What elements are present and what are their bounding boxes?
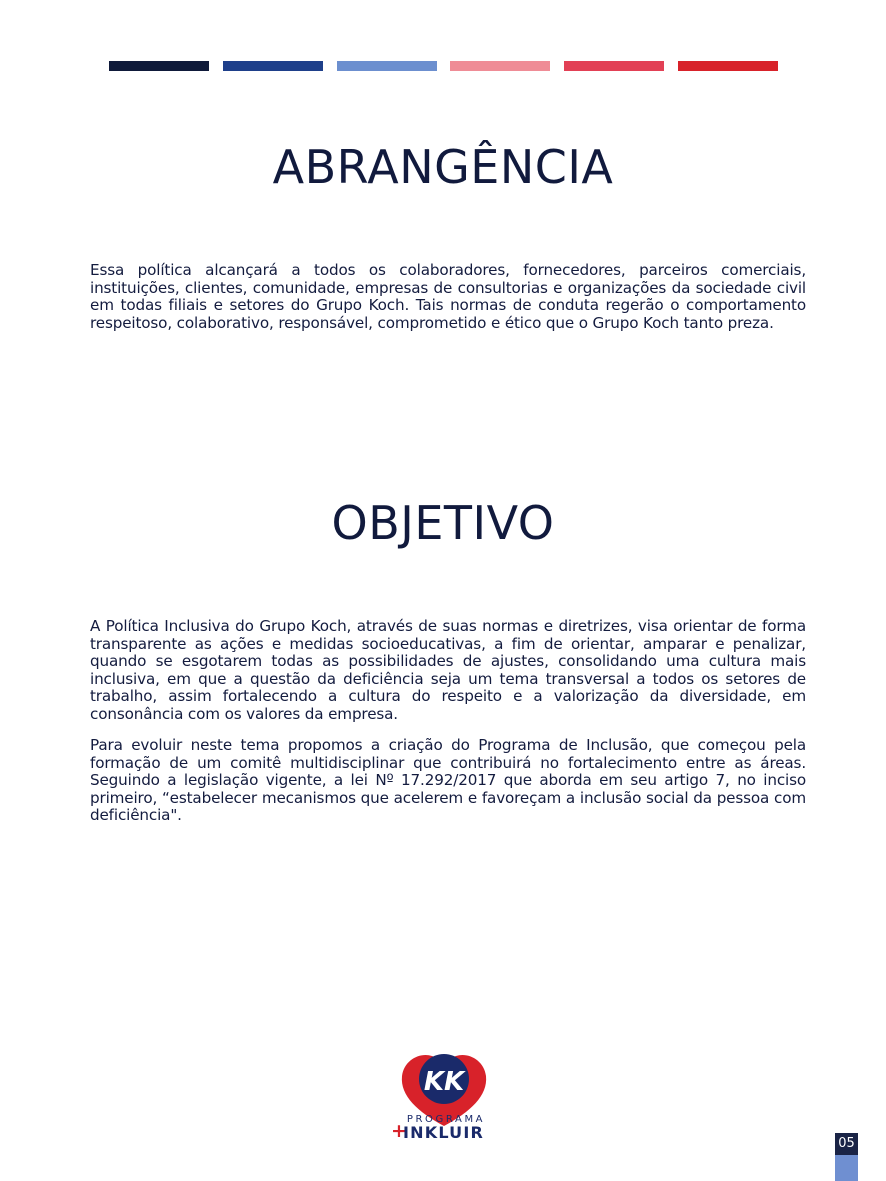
- objetivo-paragraph-1: A Política Inclusiva do Grupo Koch, através de suas normas e diretrizes, visa orientar de forma transparente as ações e medidas socioeducativas, a fim de orientar, amparar e penalizar, quando se esgotarem todas as possibilidades de ajustes, consolidando uma cultura mais inclusiva, em que a questão da deficiência seja um tema transversal a todos os setores de trabalho, assim fortalecendo a cultura do respeito e a valorização da diversidade, em consonância com os valores da empresa.: [90, 617, 806, 723]
- stripe-3: [337, 61, 437, 71]
- stripe-4: [450, 61, 550, 71]
- color-stripes: [109, 61, 777, 71]
- stripe-2: [223, 61, 323, 71]
- logo-monogram: KK: [423, 1067, 465, 1097]
- page-tab: [835, 1155, 858, 1181]
- logo-line-inkluir: INKLUIR: [403, 1123, 485, 1142]
- logo-line-programa: PROGRAMA: [406, 1114, 486, 1125]
- stripe-6: [678, 61, 778, 71]
- objetivo-paragraph-2: Para evoluir neste tema propomos a criação do Programa de Inclusão, que começou pela formação de um comitê multidisciplinar que contribuirá no fortalecimento entre as áreas. Seguindo a legislação vigente, a lei Nº 17.292/2017 que aborda em seu artigo 7, no inciso primeiro, “estabelecer mecanismos que acelerem e favoreçam a inclusão social da pessoa com deficiência".: [90, 736, 806, 825]
- page-number: 05: [835, 1133, 858, 1155]
- stripe-5: [564, 61, 664, 71]
- logo-plus-mark: +: [391, 1120, 407, 1142]
- section-heading-abrangencia: ABRANGÊNCIA: [272, 140, 614, 194]
- abrangencia-paragraph: Essa política alcançará a todos os colaboradores, fornecedores, parceiros comerciais, instituições, clientes, comunidade, empresas de consultorias e organizações da sociedade civil em todas filiais e setores do Grupo Koch. Tais normas de conduta regerão o comportamento respeitoso, colaborativo, responsável, comprometido e ético que o Grupo Koch tanto preza.: [90, 261, 806, 332]
- section-heading-objetivo: OBJETIVO: [331, 496, 555, 550]
- stripe-1: [109, 61, 209, 71]
